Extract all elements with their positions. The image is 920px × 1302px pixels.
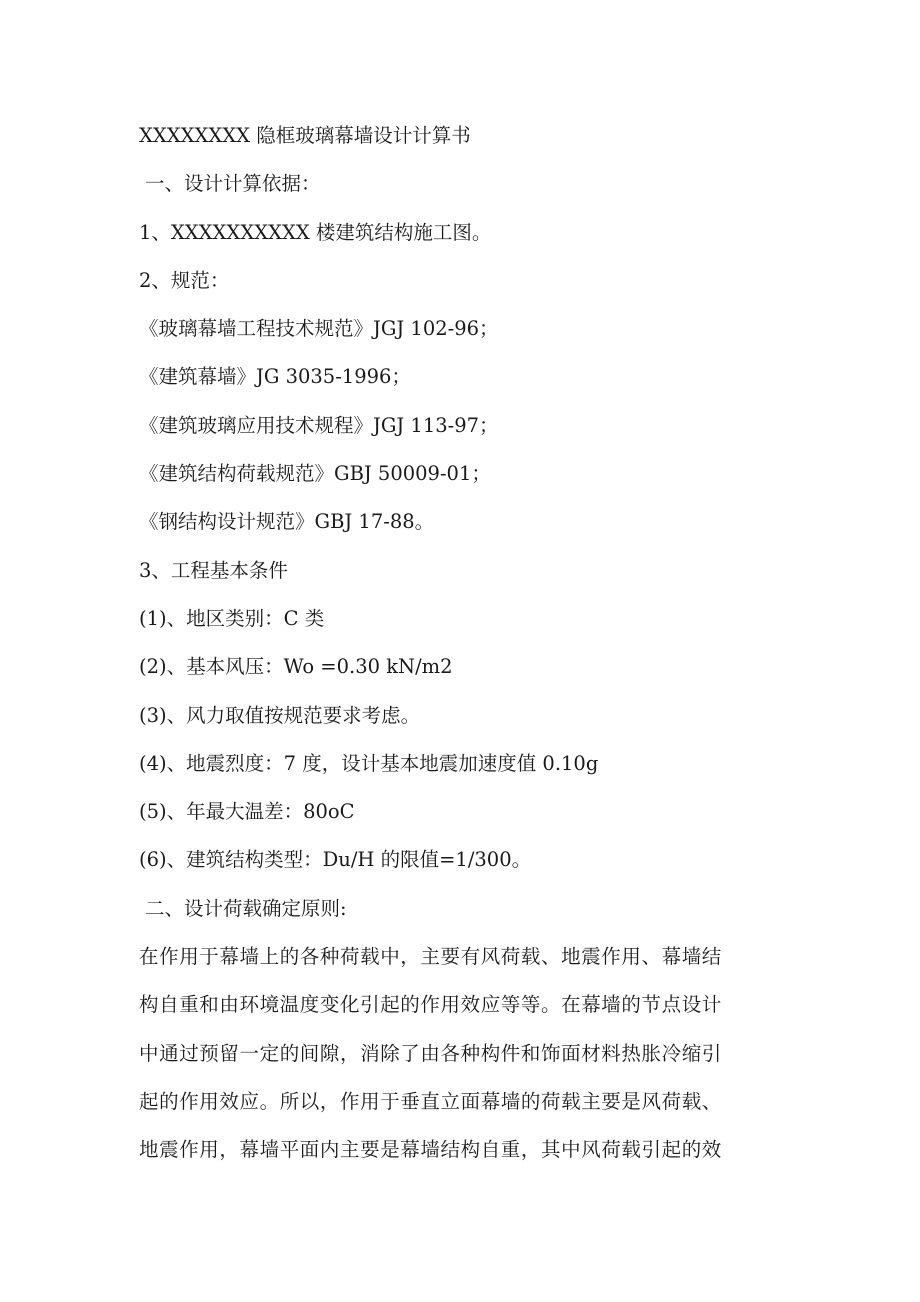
condition-item: (1)、地区类别：C 类 (139, 606, 325, 630)
condition-item: (6)、建筑结构类型：Du/H 的限值=1/300。 (139, 848, 532, 872)
section-heading-loads: 二、设计荷载确定原则: (145, 896, 347, 920)
paragraph-line: 起的作用效应。所以，作用于垂直立面幕墙的荷载主要是风荷载、 (139, 1089, 722, 1113)
paragraph-line: 在作用于幕墙上的各种荷载中，主要有风荷载、地震作用、幕墙结 (139, 945, 722, 969)
list-item: 1、XXXXXXXXXX 楼建筑结构施工图。 (139, 220, 492, 244)
standard-reference: 《钢结构设计规范》GBJ 17-88。 (139, 510, 435, 534)
condition-item: (2)、基本风压：Wo =0.30 kN/m2 (139, 655, 453, 679)
standard-reference: 《建筑玻璃应用技术规程》JGJ 113-97； (139, 413, 499, 437)
condition-item: (4)、地震烈度：7 度，设计基本地震加速度值 0.10g (139, 751, 599, 775)
standard-reference: 《玻璃幕墙工程技术规范》JGJ 102-96； (139, 317, 499, 341)
list-item: 2、规范： (139, 268, 230, 292)
standard-reference: 《建筑幕墙》JG 3035-1996； (139, 365, 411, 389)
paragraph-line: 地震作用，幕墙平面内主要是幕墙结构自重，其中风荷载引起的效 (139, 1138, 722, 1162)
standard-reference: 《建筑结构荷载规范》GBJ 50009-01； (139, 462, 491, 486)
document-body (139, 118, 779, 1181)
section-heading-basis: 一、设计计算依据： (145, 172, 321, 196)
paragraph-line: 中通过预留一定的间隙，消除了由各种构件和饰面材料热胀冷缩引 (139, 1041, 722, 1065)
list-item: 3、工程基本条件 (139, 558, 288, 582)
document-title: XXXXXXXX 隐框玻璃幕墙设计计算书 (139, 124, 471, 147)
condition-item: (5)、年最大温差：80oC (139, 800, 355, 824)
condition-item: (3)、风力取值按规范要求考虑。 (139, 703, 421, 727)
paragraph-line: 构自重和由环境温度变化引起的作用效应等等。在幕墙的节点设计 (139, 993, 722, 1017)
